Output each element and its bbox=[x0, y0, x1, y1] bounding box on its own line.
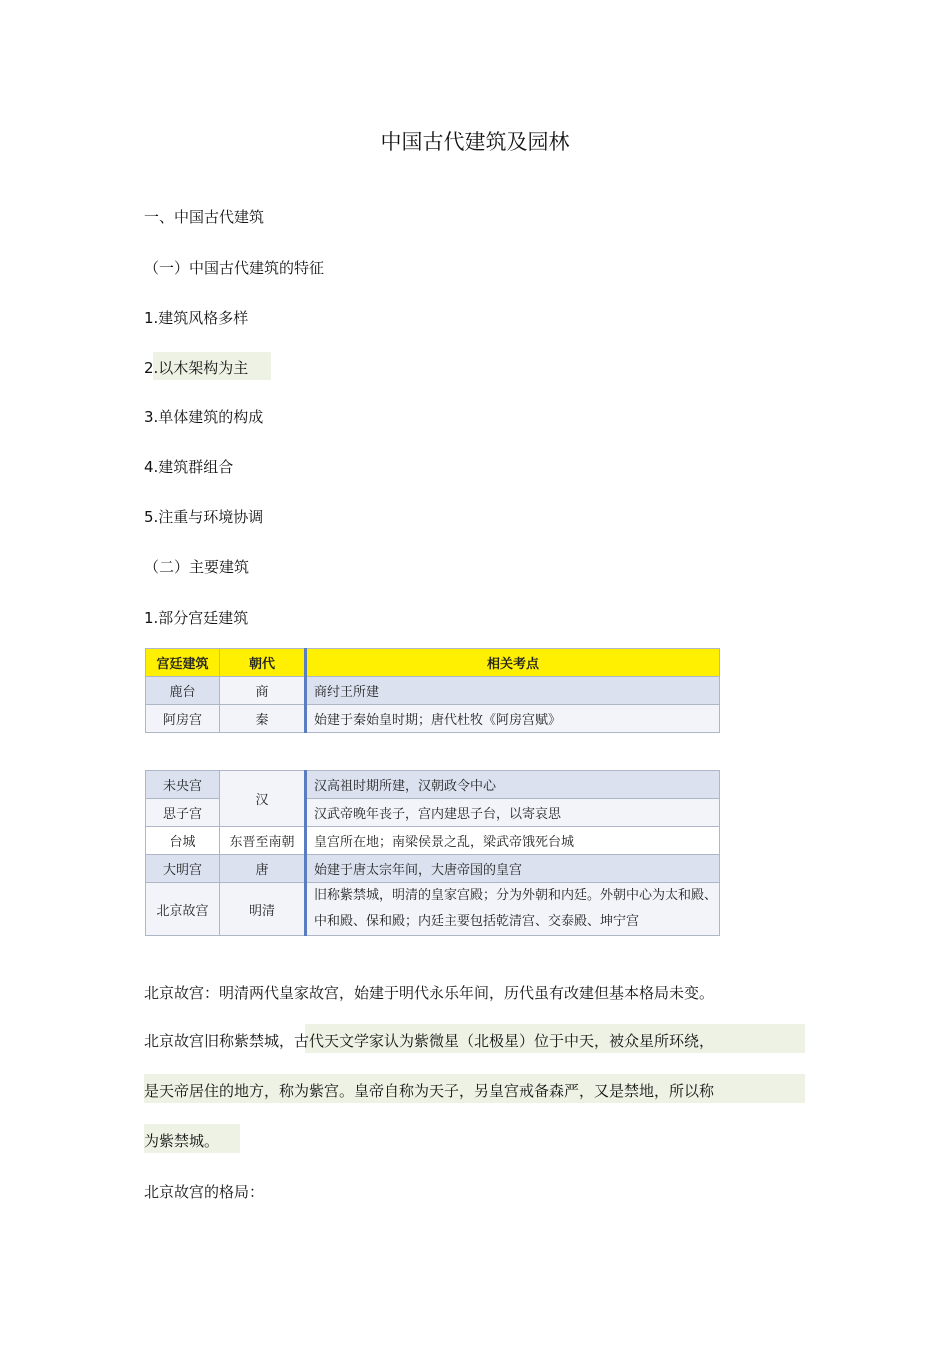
feature-item-4: 4.建筑群组合 bbox=[144, 458, 234, 476]
table-cell: 汉武帝晚年丧子，宫内建思子台，以寄哀思 bbox=[306, 799, 720, 827]
table-cell: 旧称紫禁城，明清的皇家宫殿；分为外朝和内廷。外朝中心为太和殿、中和殿、保和殿；内廷主要包括乾清宫、交泰殿、坤宁宫 bbox=[306, 883, 720, 936]
table-cell: 皇宫所在地；南梁侯景之乱，梁武帝饿死台城 bbox=[306, 827, 720, 855]
table-cell: 大明宫 bbox=[146, 855, 220, 883]
table-cell: 思子宫 bbox=[146, 799, 220, 827]
table-cell: 商纣王所建 bbox=[306, 677, 720, 705]
table-header-row bbox=[146, 649, 720, 677]
table-cell: 始建于唐太宗年间，大唐帝国的皇宫 bbox=[306, 855, 720, 883]
table-header-cell: 相关考点 bbox=[306, 649, 720, 677]
paragraph-name-origin-2: 是天帝居住的地方，称为紫宫。皇帝自称为天子，另皇宫戒备森严，又是禁地，所以称 bbox=[144, 1082, 715, 1100]
paragraph-name-origin-1: 北京故宫旧称紫禁城，古代天文学家认为紫微星（北极星）位于中天，被众星所环绕， bbox=[144, 1032, 715, 1050]
palace-table-1 bbox=[145, 648, 720, 733]
table-cell: 鹿台 bbox=[146, 677, 220, 705]
table-header-cell: 朝代 bbox=[220, 649, 306, 677]
table-row bbox=[146, 883, 720, 936]
table-header-cell: 宫廷建筑 bbox=[146, 649, 220, 677]
table-cell: 汉高祖时期所建，汉朝政令中心 bbox=[306, 771, 720, 799]
table-cell: 阿房宫 bbox=[146, 705, 220, 733]
table-cell: 商 bbox=[220, 677, 306, 705]
subheading-palaces: 1.部分宫廷建筑 bbox=[144, 609, 249, 627]
feature-item-3: 3.单体建筑的构成 bbox=[144, 408, 264, 426]
table-cell: 台城 bbox=[146, 827, 220, 855]
table-row bbox=[146, 855, 720, 883]
table-cell: 北京故宫 bbox=[146, 883, 220, 936]
feature-item-5: 5.注重与环境协调 bbox=[144, 508, 264, 526]
table-cell: 秦 bbox=[220, 705, 306, 733]
table-cell: 汉 bbox=[220, 771, 306, 827]
table-row bbox=[146, 827, 720, 855]
table-row bbox=[146, 771, 720, 799]
table-cell: 未央宫 bbox=[146, 771, 220, 799]
table-row bbox=[146, 705, 720, 733]
palace-table-2 bbox=[145, 770, 720, 936]
heading-section-1: 一、中国古代建筑 bbox=[144, 208, 265, 226]
paragraph-layout-heading: 北京故宫的格局： bbox=[144, 1183, 265, 1201]
paragraph-name-origin-3: 为紫禁城。 bbox=[144, 1132, 220, 1150]
table-cell: 始建于秦始皇时期；唐代杜牧《阿房宫赋》 bbox=[306, 705, 720, 733]
heading-main-buildings: （二）主要建筑 bbox=[144, 558, 250, 576]
page-title: 中国古代建筑及园林 bbox=[380, 130, 570, 154]
heading-features: （一）中国古代建筑的特征 bbox=[144, 259, 325, 277]
table-cell: 唐 bbox=[220, 855, 306, 883]
paragraph-forbidden-city-intro: 北京故宫：明清两代皇家故宫，始建于明代永乐年间，历代虽有改建但基本格局未变。 bbox=[144, 984, 715, 1002]
table-row bbox=[146, 677, 720, 705]
table-cell: 东晋至南朝 bbox=[220, 827, 306, 855]
feature-item-2: 2.以木架构为主 bbox=[144, 359, 249, 377]
feature-item-1: 1.建筑风格多样 bbox=[144, 309, 249, 327]
table-cell: 明清 bbox=[220, 883, 306, 936]
